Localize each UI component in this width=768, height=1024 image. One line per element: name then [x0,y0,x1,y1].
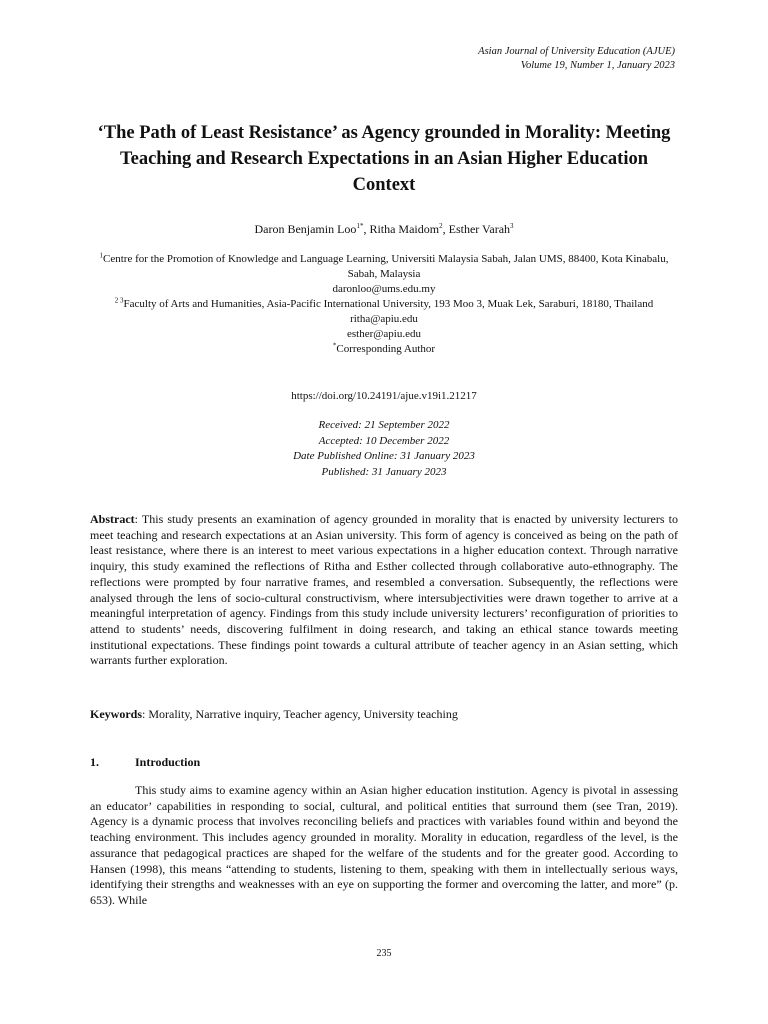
received-date: Received: 21 September 2022 [318,419,450,431]
abstract-text: : This study presents an examination of agency grounded in morality that is enacted by university lecturers to meet teaching and research expectations at an Asian university. This form of agency is conceived as being on the path of least resistance, where there is an interest to meet various expectations in a higher education context. Through narrative inquiry, this study examined the reflections of Ritha and Esther collected through collaborative auto-ethnography. The reflections were prompted by four narrative frames, and resembled a conversation. Subsequently, the reflections were analysed through the lens of socio-cultural constructivism, where intersubjectivities were drawn together to arrive at a meaningful interpretation of agency. Findings from this study include university lecturers’ reconfiguration of priorities to attend to students’ needs, discovering fulfilment in doing research, and taking an ethical stance towards meeting institutional expectations. These findings point towards a cultural attribute of teacher agency in an Asian setting, which warrants further exploration. [90,512,678,668]
keywords-text: : Morality, Narrative inquiry, Teacher agency, University teaching [142,707,458,721]
affiliation-superscript: 2 3 [114,296,124,305]
author-name: Esther Varah [448,222,511,236]
section-title: Introduction [135,755,201,769]
keywords [90,706,678,722]
abstract [90,512,678,669]
section-heading [90,754,200,770]
corresponding-author-note [90,342,678,357]
publication-dates [90,418,678,480]
published-date: Published: 31 January 2023 [321,465,447,478]
corresponding-text: Corresponding Author [336,343,436,355]
journal-volume: Volume 19, Number 1, January 2023 [520,60,675,71]
journal-name: Asian Journal of University Education (AJUE) [478,46,675,57]
abstract-label: Abstract [90,512,135,526]
section-number: 1. [90,755,99,769]
affiliation-1 [90,252,678,282]
affiliation-text: Centre for the Promotion of Knowledge and Language Learning, Universiti Malaysia Sabah, Jalan UMS, 88400, Kota Kinabalu, Sabah, Malaysia [103,253,669,280]
affiliation-email: esther@apiu.edu [347,328,421,340]
paper-title: ‘The Path of Least Resistance’ as Agency grounded in Morality: Meeting Teaching and Research Expectations in an Asian Higher Education Context [97,123,671,195]
intro-paragraph: This study aims to examine agency within an Asian higher education institution. Agency is pivotal in assessing an educator’ capabilities in responding to social, cultural, and political entities that surround them (see Tran, 2019). Agency is a dynamic process that involves reconciling beliefs and practices with variables found within and beyond the teaching environment. This includes agency grounded in morality. Morality in education, regardless of the level, is the assurance that pedagogical practices are shaped for the welfare of the students and for the greater good. According to Hansen (1998), this means “attending to students, listening to them, speaking with them in intellectually serious ways, identifying their strengths and weaknesses with an eye on supporting the former and overcoming the latter, and more” (p. 653). While [90,783,678,907]
author-name: Ritha Maidom [369,222,440,236]
affiliation-superscript: 1 [99,251,104,260]
journal-header [478,45,675,73]
keywords-label: Keywords [90,707,142,721]
author-superscript: 3 [510,222,514,230]
affiliation-2 [90,297,678,312]
corresponding-superscript: * [332,341,337,350]
author-superscript: 1* [356,222,364,230]
affiliation-email: ritha@apiu.edu [350,313,418,325]
page-number: 235 [376,948,392,959]
doi-link[interactable]: https://doi.org/10.24191/ajue.v19i1.21217 [291,390,477,402]
author-name: Daron Benjamin Loo [254,222,357,236]
author-superscript: 2 [439,222,443,230]
affiliation-email: daronloo@ums.edu.my [332,283,436,295]
affiliation-text: Faculty of Arts and Humanities, Asia-Pacific International University, 193 Moo 3, Muak Lek, Saraburi, 18180, Thailand [123,298,654,310]
accepted-date: Accepted: 10 December 2022 [318,434,450,447]
online-date: Date Published Online: 31 January 2023 [293,450,475,462]
author-list: Daron Benjamin Loo$^{1*}$, Ritha Maidom$^2$, Esther Varah$^3$ [254,222,514,236]
affiliations [90,252,678,357]
